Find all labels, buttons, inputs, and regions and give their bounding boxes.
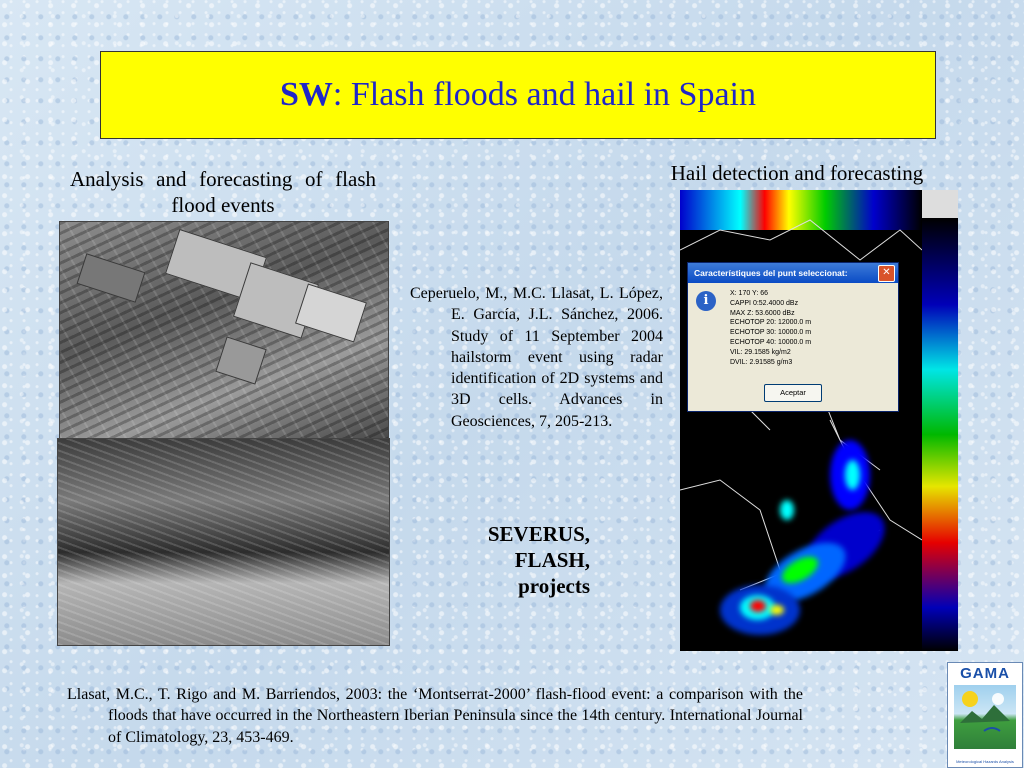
title-bold: SW (279, 76, 333, 113)
right-caption: Hail detection and forecasting (670, 161, 924, 185)
ceperuelo-citation: Ceperuelo, M., M.C. Llasat, L. López, E. García, J.L. Sánchez, 2006. Study of 11 September 2004 hailstorm event using radar identification of 2D systems and 3D cells. Advances in Geosciences, 7, 205-213. (410, 285, 663, 430)
radar-image (680, 190, 958, 651)
dialog-line-cappi: CAPPI 0:52.4000 dBz (730, 299, 799, 307)
project-severus: SEVERUS, (487, 522, 590, 546)
info-icon: i (696, 291, 716, 311)
logo-landscape-icon (954, 685, 1016, 749)
logo-text: GAMA (960, 665, 1010, 682)
flood-aerial-photo-top (59, 221, 389, 439)
dialog-values (730, 289, 811, 367)
point-properties-dialog (687, 262, 899, 412)
projects-word: projects (518, 574, 590, 598)
dialog-line-coords: X: 170 Y: 66 (730, 290, 769, 297)
dialog-line-vil: VIL: 29.1585 kg/m2 (730, 348, 791, 356)
logo-subtitle: Meteorological Hazards Analysis (956, 759, 1014, 764)
slide-title (100, 51, 936, 139)
dialog-titlebar (688, 263, 898, 283)
dialog-line-echotop30: ECHOTOP 30: 10000.0 m (730, 329, 812, 337)
dialog-line-echotop40: ECHOTOP 40: 10000.0 m (730, 338, 812, 346)
title-rest: : Flash floods and hail in Spain (332, 76, 756, 113)
project-flash: FLASH, (514, 548, 590, 572)
projects-label (440, 521, 590, 599)
dialog-line-maxz: MAX Z: 53.6000 dBz (730, 309, 795, 317)
close-icon[interactable]: ✕ (878, 265, 895, 282)
dialog-line-dvil: DVIL: 2.91585 g/m3 (730, 358, 793, 366)
gama-logo (947, 662, 1023, 768)
llasat-citation: Llasat, M.C., T. Rigo and M. Barriendos, 2003: the ‘Montserrat-2000’ flash-flood event: a comparison with the floods that have occurred in the Northeastern Iberian Peninsula since the 14th century. International Journal of Climatology, 23, 453-469. (67, 686, 803, 746)
accept-button[interactable]: Aceptar (764, 384, 822, 402)
flood-aerial-photo-bottom (57, 438, 390, 646)
dialog-line-echotop20: ECHOTOP 20: 12000.0 m (730, 319, 812, 327)
dialog-title: Característiques del punt seleccionat: (694, 268, 848, 278)
left-caption: Analysis and forecasting of flash flood events (70, 167, 376, 217)
